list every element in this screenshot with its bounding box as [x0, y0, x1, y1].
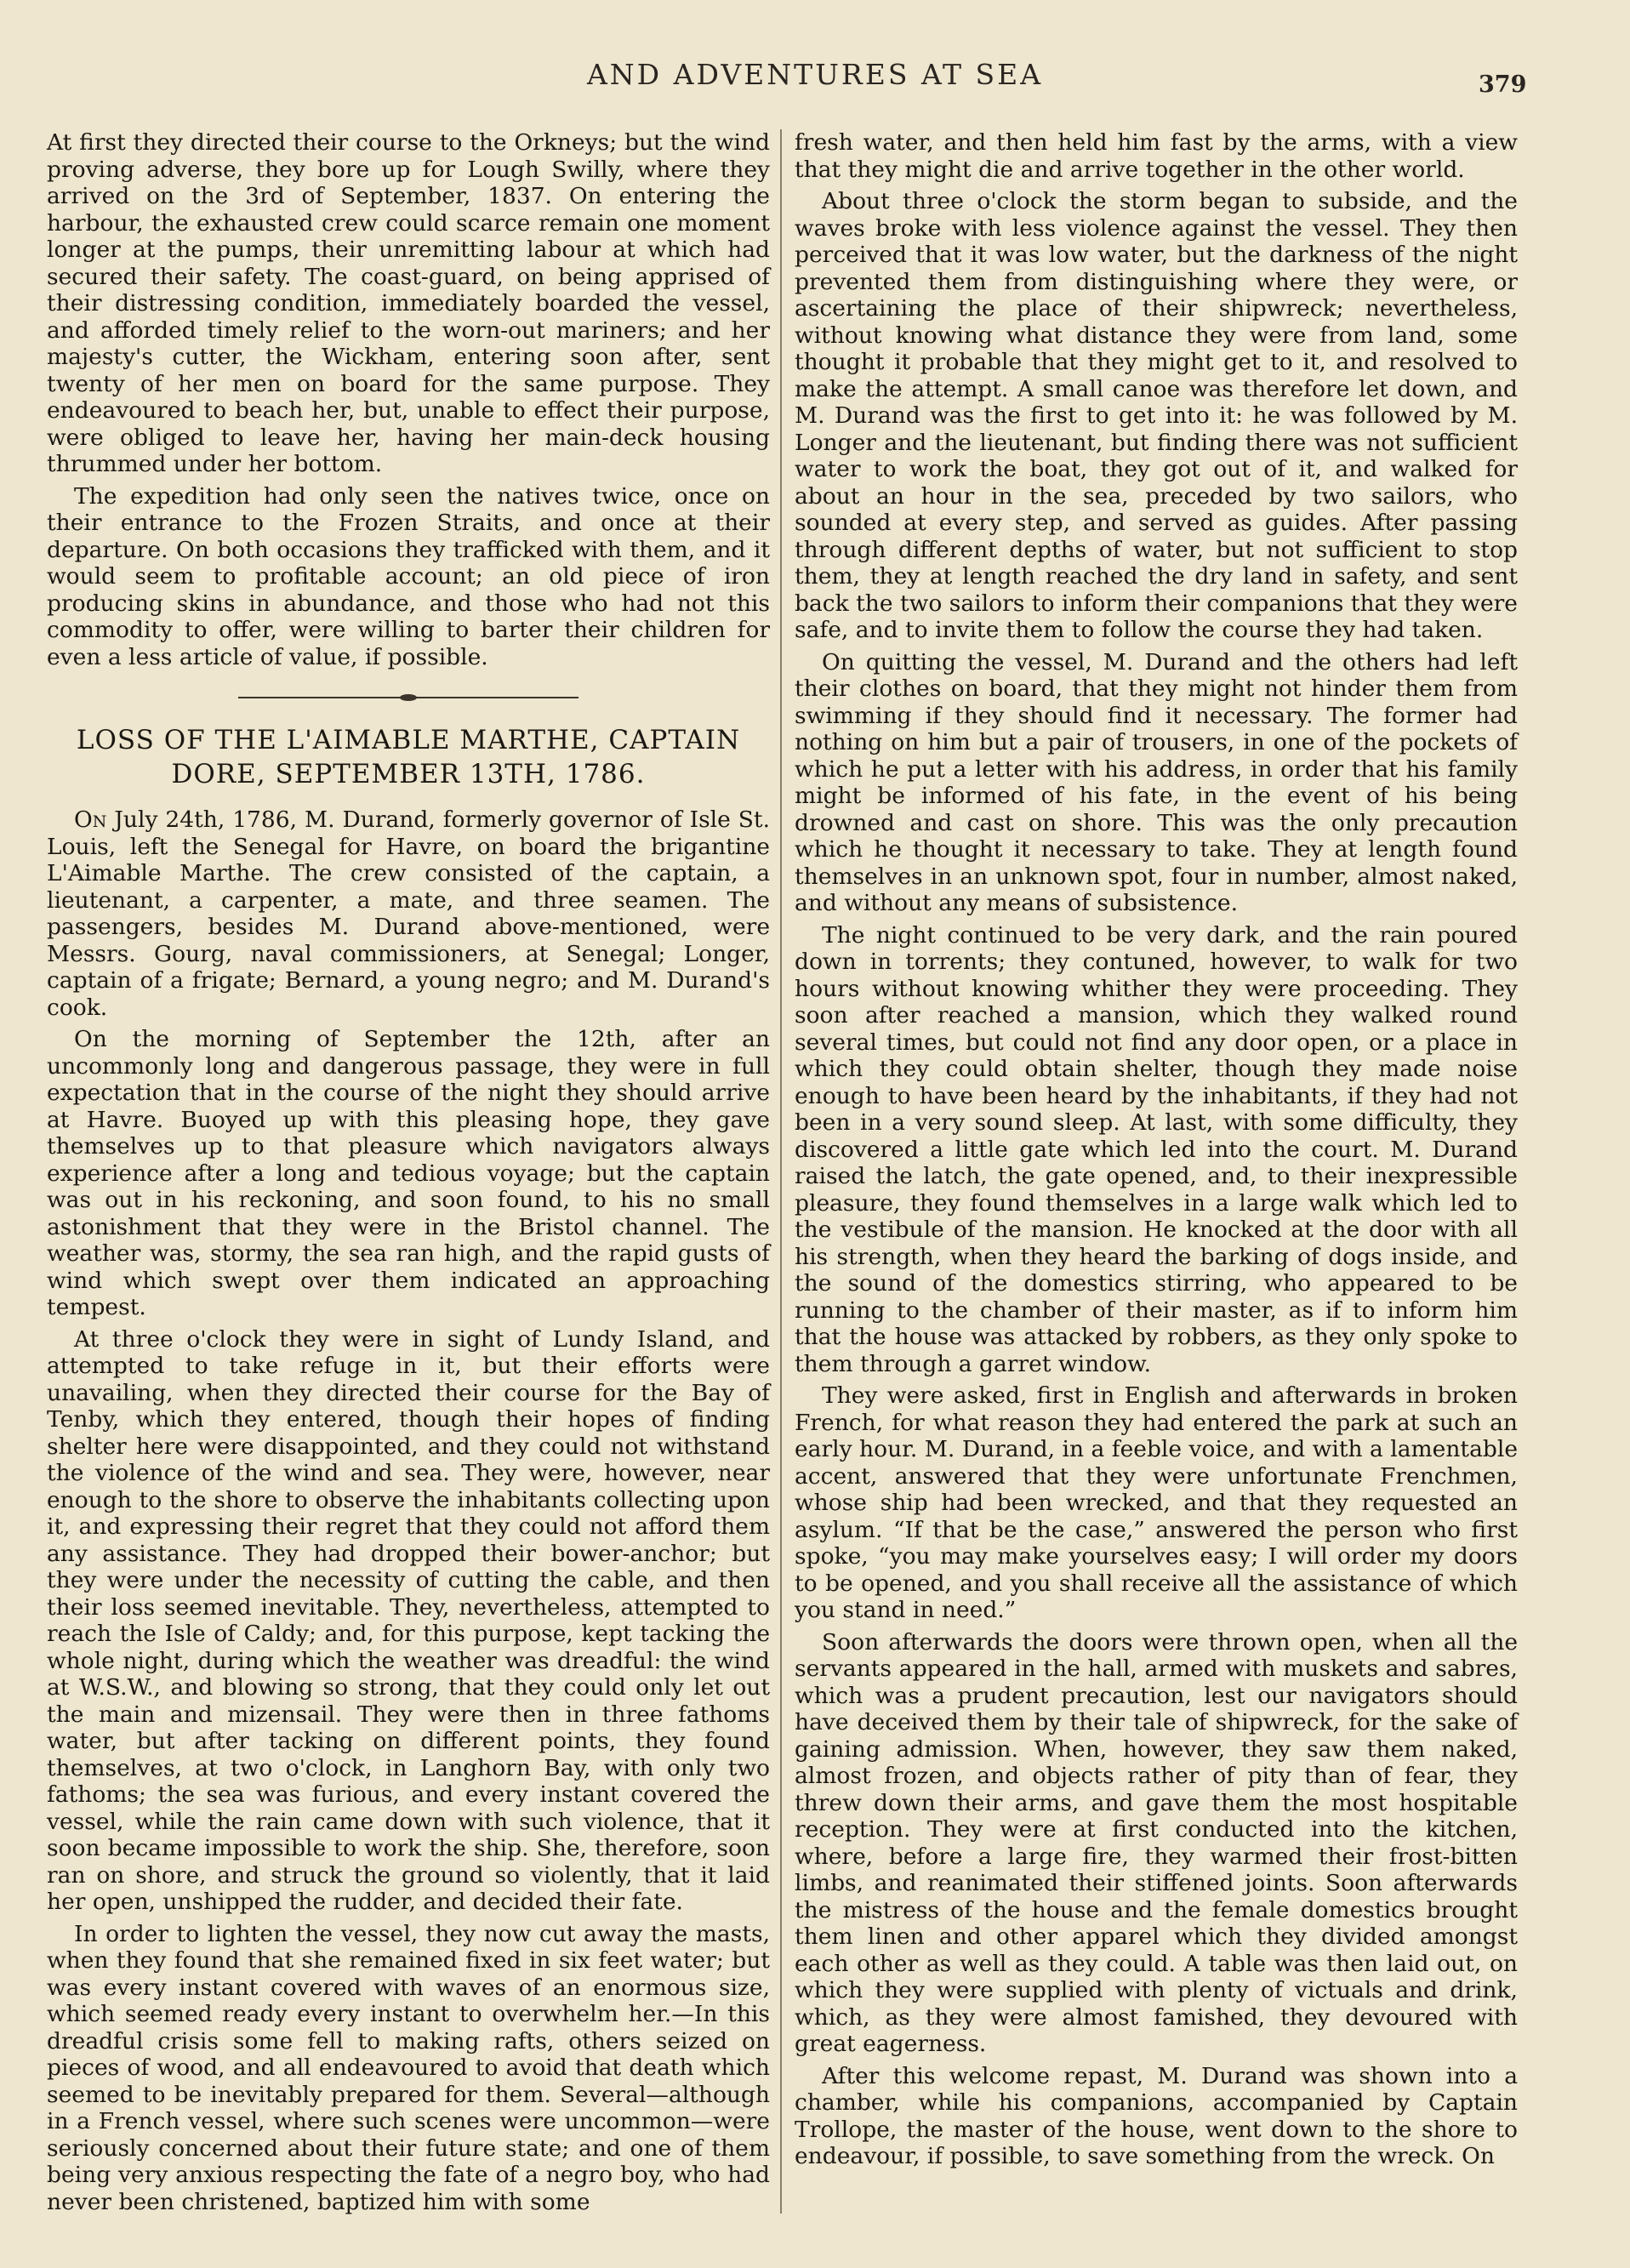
- paragraph: The expedition had only seen the natives twice, once on their entrance to the Frozen Straits, and once at their departure. On both occasions they trafficked with them, and it would seem to profitable account; an old piece of iron producing skins in abundance, and those who had not this commodity to offer, were willing to barter their children for even a less article of value, if possible.: [47, 482, 770, 670]
- paragraph: [47, 806, 770, 1021]
- paragraph: In order to lighten the vessel, they now cut away the masts, when they found that she remained fixed in six feet water; but was every instant covered with waves of an enormous size, which seemed ready every instant to overwhelm her.—In this dreadful crisis some fell to making rafts, others seized on pieces of wood, and all endeavoured to avoid that death which seemed to be inevitably prepared for them. Several—although in a French vessel, where such scenes were uncommon—were seriously concerned about their future state; and one of them being very anxious respecting the fate of a negro boy, who had never been christened, baptized him with some: [47, 1920, 770, 2215]
- column-rule: [780, 129, 782, 2214]
- paragraph: They were asked, first in English and afterwards in broken French, for what reason they had entered the park at such an early hour. M. Durand, in a feeble voice, and with a lamentable accent, answered that they were unfortunate Frenchmen, whose ship had been wrecked, and that they requested an asylum. “If that be the case,” answered the person who first spoke, “you may make yourselves easy; I will order my doors to be opened, and you shall receive all the assistance of which you stand in need.”: [795, 1382, 1518, 1623]
- paragraph: About three o'clock the storm began to subside, and the waves broke with less violence against the vessel. They then perceived that it was low water, but the darkness of the night prevented them from distinguishing where they were, or ascertaining the place of their shipwreck; nevertheless, without knowing what distance they were from land, some thought it probable that they might get to it, and resolved to make the attempt. A small canoe was therefore let down, and M. Durand was the first to get into it: he was followed by M. Longer and the lieutenant, but finding there was not sufficient water to work the boat, they got out of it, and walked for about an hour in the sea, preceded by two sailors, who sounded at every step, and served as guides. After passing through different depths of water, but not sufficient to stop them, they at length reached the dry land in safety, and sent back the two sailors to inform their companions that they were safe, and to invite them to follow the course they had taken.: [795, 188, 1518, 643]
- paragraph: After this welcome repast, M. Durand was shown into a chamber, while his companions, accompanied by Captain Trollope, the master of the house, went down to the shore to endeavour, if possible, to save something from the wreck. On: [795, 2062, 1518, 2169]
- page-number: 379: [1479, 71, 1527, 98]
- paragraph: fresh water, and then held him fast by the arms, with a view that they might die and arrive together in the other world.: [795, 129, 1518, 183]
- paragraph: On quitting the vessel, M. Durand and the others had left their clothes on board, that they might not hinder them from swimming if they should find it necessary. The former had nothing on him but a pair of trousers, in one of the pockets of which he put a letter with his address, in order that his family might be informed of his fate, in the event of his being drowned and cast on shore. This was the only precaution which he thought it necessary to take. They at length found themselves in an unknown spot, four in number, almost naked, and without any means of subsistence.: [795, 648, 1518, 916]
- paragraph: At first they directed their course to the Orkneys; but the wind proving adverse, they bore up for Lough Swilly, where they arrived on the 3rd of September, 1837. On entering the harbour, the exhausted crew could scarce remain one moment longer at the pumps, their unremitting labour at which had secured their safety. The coast-guard, on being apprised of their distressing condition, immediately boarded the vessel, and afforded timely relief to the worn-out mariners; and her majesty's cutter, the Wickham, entering soon after, sent twenty of her men on board for the same purpose. They endeavoured to beach her, but, unable to effect their purpose, were obliged to leave her, having her main-deck housing thrummed under her bottom.: [47, 129, 770, 477]
- paragraph-text: July 24th, 1786, M. Durand, formerly governor of Isle St. Louis, left the Senegal for Havre, on board the brigantine L'Aimable Marthe. The crew consisted of the captain, a lieutenant, a carpenter, a mate, and three seamen. The passengers, besides M. Durand above-mentioned, were Messrs. Gourg, naval commissioners, at Senegal; Longer, captain of a frigate; Bernard, a young negro; and M. Durand's cook.: [47, 806, 770, 1021]
- paragraph: Soon afterwards the doors were thrown open, when all the servants appeared in the hall, armed with muskets and sabres, which was a prudent precaution, lest our navigators should have deceived them by their tale of shipwreck, for the sake of gaining admission. When, however, they saw them naked, almost frozen, and objects rather of pity than of fear, they threw down their arms, and gave them the most hospitable reception. They were at first conducted into the kitchen, where, before a large fire, they warmed their frost-bitten limbs, and reanimated their stiffened joints. Soon afterwards the mistress of the house and the female domestics brought them linen and other apparel which they divided amongst each other as well as they could. A table was then laid out, on which they were supplied with plenty of victuals and drink, which, as they were almost famished, they devoured with great eagerness.: [795, 1628, 1518, 2057]
- paragraph: At three o'clock they were in sight of Lundy Island, and attempted to take refuge in it, but their efforts were unavailing, when they directed their course for the Bay of Tenby, which they entered, though their hopes of finding shelter here were disappointed, and they could not withstand the violence of the wind and sea. They were, however, near enough to the shore to observe the inhabitants collecting upon it, and expressing their regret that they could not afford them any assistance. They had dropped their bower-anchor; but they were under the necessity of cutting the cable, and then their loss seemed inevitable. They, nevertheless, attempted to reach the Isle of Caldy; and, for this purpose, kept tacking the whole night, during which the weather was dreadful: the wind at W.S.W., and blowing so strong, that they could only let out the main and mizensail. They were then in three fathoms water, but after tacking on different points, they found themselves, at two o'clock, in Langhorn Bay, with only two fathoms; the sea was furious, and every instant covered the vessel, while the rain came down with such violence, that it soon became impossible to work the ship. She, therefore, soon ran on shore, and struck the ground so violently, that it laid her open, unshipped the rudder, and decided their fate.: [47, 1325, 770, 1915]
- running-head: AND ADVENTURES AT SEA: [586, 58, 1044, 91]
- left-column: [47, 129, 770, 2220]
- opening-word: On: [74, 806, 107, 833]
- section-divider: [238, 694, 578, 701]
- right-column: [795, 129, 1518, 2175]
- section-title: LOSS OF THE L'AIMABLE MARTHE, CAPTAIN DORE, SEPTEMBER 13TH, 1786.: [76, 725, 741, 789]
- paragraph: On the morning of September the 12th, after an uncommonly long and dangerous passage, they were in full expectation that in the course of the night they should arrive at Havre. Buoyed up with this pleasing hope, they gave themselves up to that pleasure which navigators always experience after a long and tedious voyage; but the captain was out in his reckoning, and soon found, to his no small astonishment that they were in the Bristol channel. The weather was, stormy, the sea ran high, and the rapid gusts of wind which swept over them indicated an approaching tempest.: [47, 1026, 770, 1320]
- paragraph: The night continued to be very dark, and the rain poured down in torrents; they contuned, however, to walk for two hours without knowing whither they were proceeding. They soon after reached a mansion, which they walked round several times, but could not find any door open, or a place in which they could obtain shelter, though they made noise enough to have been heard by the inhabitants, if they had not been in a very sound sleep. At last, with some difficulty, they discovered a little gate which led into the court. M. Durand raised the latch, the gate opened, and, to their inexpressible pleasure, they found themselves in a large walk which led to the vestibule of the mansion. He knocked at the door with all his strength, when they heard the barking of dogs inside, and the sound of the domestics stirring, who appeared to be running to the chamber of their master, as if to inform him that the house was attacked by robbers, as they only spoke to them through a garret window.: [795, 921, 1518, 1377]
